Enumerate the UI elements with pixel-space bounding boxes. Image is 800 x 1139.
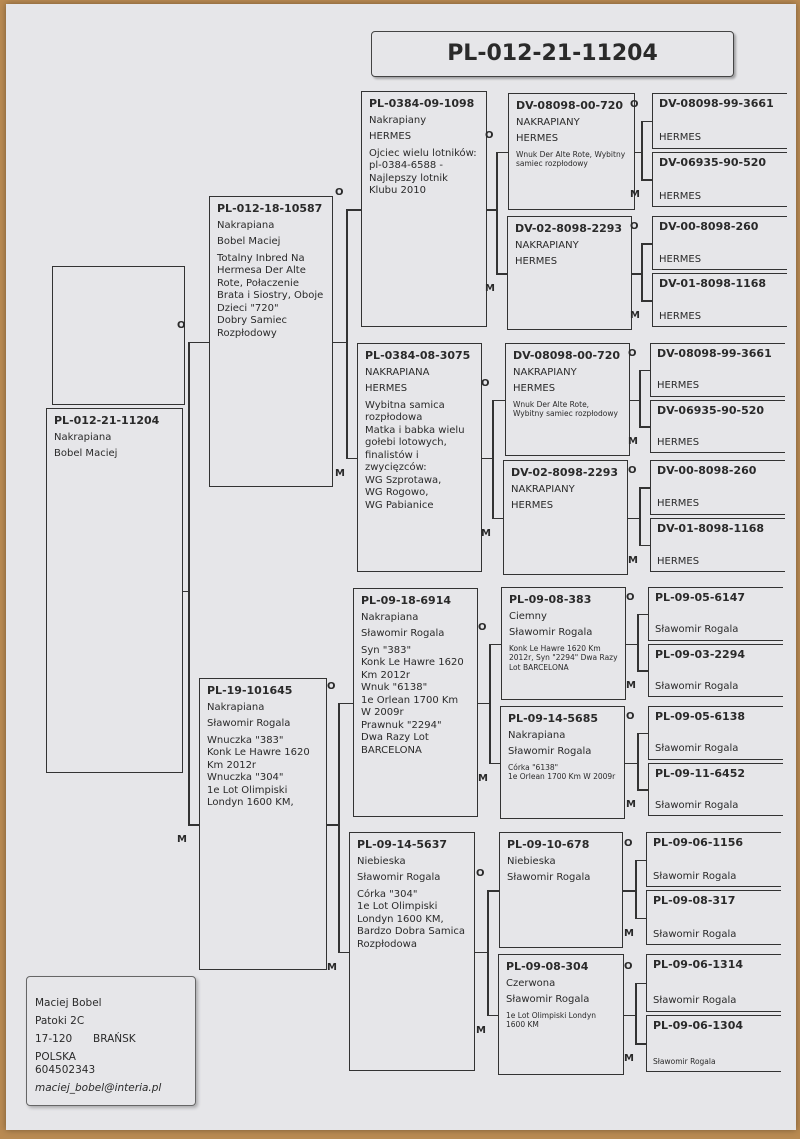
sire-mark: O <box>624 837 633 849</box>
pigeon-photo-frame <box>52 266 185 405</box>
pigeon-ring: PL-09-08-317 <box>653 894 736 907</box>
connector-line <box>626 644 637 646</box>
pigeon-color: NAKRAPIANY <box>513 366 577 378</box>
great-great-grandparent-card[interactable] <box>650 518 785 573</box>
pigeon-ring: PL-09-08-304 <box>506 960 589 973</box>
sire-mark: O <box>476 868 485 879</box>
connector-line <box>496 152 498 274</box>
great-grandparent-card[interactable] <box>508 93 635 210</box>
dam-mark: M <box>478 772 488 784</box>
pigeon-owner: Sławomir Rogala <box>357 872 441 883</box>
sire-mark: O <box>478 621 487 633</box>
dam-mark: M <box>335 467 345 479</box>
connector-line <box>482 458 492 460</box>
connector-line <box>637 614 648 616</box>
breeder-email: maciej_bobel@interia.pl <box>35 1082 162 1094</box>
connector-line <box>475 952 487 954</box>
pigeon-owner: Sławomir Rogala <box>655 680 739 692</box>
great-great-grandparent-card[interactable] <box>648 644 783 698</box>
connector-line <box>492 400 494 518</box>
pigeon-owner: Sławomir Rogala <box>655 799 739 811</box>
subject-pigeon-card[interactable] <box>46 408 183 773</box>
pigeon-ring: DV-02-8098-2293 <box>515 222 623 235</box>
pigeon-ring: DV-06935-90-520 <box>657 403 765 417</box>
breeder-street: Patoki 2C <box>35 1015 85 1027</box>
connector-line <box>639 545 650 547</box>
pigeon-ring: PL-09-06-1304 <box>653 1018 743 1032</box>
pigeon-owner: HERMES <box>369 131 412 142</box>
pigeon-color: Niebieska <box>507 855 556 867</box>
connector-line <box>641 243 643 300</box>
connector-line <box>338 952 349 954</box>
connector-line <box>188 342 190 825</box>
connector-line <box>635 860 637 918</box>
great-grandparent-card[interactable] <box>500 706 625 819</box>
great-great-grandparent-card[interactable] <box>646 954 781 1012</box>
great-grandparent-card[interactable] <box>501 587 626 700</box>
pigeon-owner: HERMES <box>513 383 556 394</box>
pigeon-owner: Sławomir Rogala <box>655 624 739 635</box>
pigeon-owner: Sławomir Rogala <box>361 628 445 639</box>
pigeon-notes: Wnuk Der Alte Rote, Wybitny samiec rozpłodowy <box>513 399 618 418</box>
pigeon-ring: DV-01-8098-1168 <box>659 277 767 290</box>
pigeon-owner: Sławomir Rogala <box>207 718 291 729</box>
pigeon-ring: PL-0384-09-1098 <box>369 97 475 110</box>
dam-mark: M <box>630 310 640 321</box>
pigeon-ring: PL-09-05-6138 <box>655 710 745 723</box>
pigeon-color: Czerwona <box>506 977 556 989</box>
connector-line <box>635 918 646 920</box>
pigeon-ring: PL-09-05-6147 <box>655 591 745 604</box>
great-great-grandparent-card[interactable] <box>648 706 783 760</box>
pigeon-owner: HERMES <box>657 436 700 448</box>
sire-mark: O <box>481 377 490 389</box>
great-great-grandparent-card[interactable] <box>652 273 787 327</box>
pigeon-notes: Totalny Inbred Na Hermesa Der Alte Rote, Połaczenie Brata i Siostry, Oboje Dzieci "720" Dobry Samiec Rozpłodowy <box>217 252 324 339</box>
great-great-grandparent-card[interactable] <box>650 460 785 515</box>
pigeon-ring: PL-012-21-11204 <box>54 414 160 427</box>
connector-line <box>487 1015 498 1017</box>
pigeon-ring: DV-08098-99-3661 <box>657 347 772 360</box>
sire-mark: O <box>177 319 186 331</box>
pigeon-owner: HERMES <box>659 132 702 143</box>
grandparent-card[interactable] <box>361 91 487 327</box>
sire-mark: O <box>485 129 494 141</box>
pigeon-ring: PL-09-06-1156 <box>653 836 743 849</box>
pigeon-owner: HERMES <box>659 310 702 322</box>
dam-mark: M <box>626 799 636 811</box>
great-great-grandparent-card[interactable] <box>646 1015 781 1073</box>
connector-line <box>628 518 639 520</box>
dam-mark: M <box>485 283 495 294</box>
pigeon-ring: DV-08098-00-720 <box>513 349 621 362</box>
pigeon-notes: Córka "304" 1e Lot Olimpiski Londyn 1600 KM, Bardzo Dobra Samica Rozpłodowa <box>357 888 466 950</box>
pigeon-owner: HERMES <box>659 190 702 202</box>
connector-line <box>188 824 199 826</box>
pigeon-ring: PL-09-14-5685 <box>508 712 598 725</box>
pigeon-ring: DV-01-8098-1168 <box>657 521 765 535</box>
great-great-grandparent-card[interactable] <box>646 890 781 945</box>
sire-mark: O <box>630 98 639 110</box>
connector-line <box>346 209 361 211</box>
dam-mark: M <box>630 189 640 201</box>
pigeon-ring: DV-02-8098-2293 <box>511 466 619 479</box>
great-great-grandparent-card[interactable] <box>652 216 787 270</box>
connector-line <box>635 983 646 985</box>
dam-mark: M <box>624 1053 634 1065</box>
connector-line <box>641 121 652 123</box>
pigeon-owner: Sławomir Rogala <box>653 1056 716 1066</box>
great-grandparent-card[interactable] <box>505 343 630 456</box>
connector-line <box>338 703 353 705</box>
pigeon-notes: Konk Le Hawre 1620 Km 2012r, Syn "2294" Dwa Razy Lot BARCELONA <box>509 643 618 672</box>
pigeon-owner: Sławomir Rogala <box>508 746 592 757</box>
sire-mark: O <box>626 710 635 722</box>
connector-line <box>327 824 338 826</box>
pigeon-owner: Sławomir Rogala <box>507 872 591 883</box>
pigeon-color: NAKRAPIANY <box>516 116 580 128</box>
grandparent-card[interactable] <box>357 343 482 572</box>
pigeon-ring: PL-09-10-678 <box>507 838 590 851</box>
dam-mark: M <box>628 554 638 566</box>
connector-line <box>641 243 652 245</box>
connector-line <box>492 518 503 520</box>
pigeon-ring: DV-00-8098-260 <box>659 220 759 233</box>
pigeon-ring: DV-08098-99-3661 <box>659 97 774 110</box>
connector-line <box>338 703 340 952</box>
breeder-phone: 604502343 <box>35 1064 96 1076</box>
pigeon-ring: PL-09-18-6914 <box>361 594 451 607</box>
pigeon-notes: Wnuk Der Alte Rote, Wybitny samiec rozpłodowy <box>516 149 626 168</box>
dam-mark: M <box>624 927 634 939</box>
pigeon-notes: Wnuczka "383" Konk Le Hawre 1620 Km 2012r Wnuczka "304" 1e Lot Olimpiski Londyn 1600 KM, <box>207 734 310 808</box>
sire-mark: O <box>327 680 336 692</box>
connector-line <box>639 426 650 428</box>
pigeon-owner: HERMES <box>516 133 559 144</box>
sire-mark: O <box>628 347 637 359</box>
connector-line <box>641 300 652 302</box>
connector-line <box>333 342 346 344</box>
pigeon-owner: HERMES <box>657 380 700 391</box>
connector-line <box>637 789 648 791</box>
connector-line <box>639 370 650 372</box>
pigeon-ring: PL-0384-08-3075 <box>365 349 471 362</box>
pedigree-sheet <box>6 4 796 1130</box>
sire-mark: O <box>630 221 639 232</box>
great-great-grandparent-card[interactable] <box>652 152 787 208</box>
pigeon-owner: HERMES <box>365 383 408 394</box>
connector-line <box>346 458 357 460</box>
great-great-grandparent-card[interactable] <box>648 763 783 817</box>
connector-line <box>487 890 499 892</box>
dam-mark: M <box>177 834 187 845</box>
sire-mark: O <box>628 465 637 477</box>
pedigree-title: PL-012-21-11204 <box>371 31 734 77</box>
pigeon-notes: Ojciec wielu lotników: pl-0384-6588 - Najlepszy lotnik Klubu 2010 <box>369 147 477 196</box>
pigeon-owner: Sławomir Rogala <box>653 995 737 1006</box>
sire-mark: O <box>624 960 633 972</box>
connector-line <box>632 273 641 275</box>
connector-line <box>637 614 639 671</box>
pigeon-ring: DV-00-8098-260 <box>657 464 757 477</box>
great-great-grandparent-card[interactable] <box>648 587 783 641</box>
great-great-grandparent-card[interactable] <box>650 343 785 397</box>
connector-line <box>635 983 637 1044</box>
pigeon-owner: Bobel Maciej <box>217 236 281 247</box>
connector-line <box>478 703 489 705</box>
connector-line <box>489 644 491 763</box>
connector-line <box>496 152 508 154</box>
pigeon-notes: Córka "6138" 1e Orlean 1700 Km W 2009r <box>508 762 616 781</box>
breeder-postcode: 17-120 <box>35 1033 73 1045</box>
great-great-grandparent-card[interactable] <box>650 400 785 454</box>
connector-line <box>637 733 648 735</box>
dam-mark: M <box>476 1024 486 1036</box>
breeder-country: POLSKA <box>35 1051 76 1063</box>
connector-line <box>489 644 501 646</box>
breeder-name: Maciej Bobel <box>35 997 102 1009</box>
dam-mark: M <box>626 680 636 692</box>
pigeon-owner: Sławomir Rogala <box>653 870 737 882</box>
dam-mark: M <box>628 436 638 448</box>
breeder-city: BRAŃSK <box>93 1033 136 1045</box>
connector-line <box>637 733 639 790</box>
connector-line <box>637 670 648 672</box>
dam-card[interactable] <box>199 678 327 970</box>
breeder-contact-box <box>26 976 196 1106</box>
pigeon-owner: Sławomir Rogala <box>506 994 590 1005</box>
great-great-grandparent-card[interactable] <box>652 93 787 149</box>
connector-line <box>623 890 635 892</box>
connector-line <box>496 273 507 275</box>
pigeon-ring: PL-19-101645 <box>207 684 293 697</box>
pigeon-owner: HERMES <box>659 253 702 265</box>
connector-line <box>641 179 652 181</box>
grandparent-card[interactable] <box>349 832 475 1071</box>
connector-line <box>639 370 641 427</box>
pigeon-ring: PL-09-11-6452 <box>655 766 745 780</box>
connector-line <box>639 487 650 489</box>
connector-line <box>630 400 639 402</box>
connector-line <box>639 487 641 545</box>
great-great-grandparent-card[interactable] <box>646 832 781 887</box>
pigeon-owner: Bobel Maciej <box>54 448 118 459</box>
pigeon-notes: Wybitna samica rozpłodowa Matka i babka wielu gołebi lotowych, finalistów i zwycięzców: WG Szprotawa, WG Rogowo, WG Pabianice <box>365 399 465 511</box>
pigeon-owner: Sławomir Rogala <box>655 743 739 754</box>
connector-line <box>492 400 505 402</box>
connector-line <box>188 342 209 344</box>
pigeon-color: Niebieska <box>357 855 406 867</box>
pigeon-notes: 1e Lot Olimpiski Londyn 1600 KM <box>506 1010 597 1029</box>
connector-line <box>487 209 496 211</box>
pigeon-notes: Syn "383" Konk Le Hawre 1620 Km 2012r Wnuk "6138" 1e Orlean 1700 Km W 2009r Prawnuk "2294" Dwa Razy Lot BARCELONA <box>361 644 464 756</box>
pigeon-color: Nakrapiana <box>207 701 265 713</box>
connector-line <box>635 1043 646 1045</box>
connector-line <box>346 209 348 458</box>
pigeon-color: Nakrapiany <box>369 114 427 126</box>
pigeon-color: NAKRAPIANY <box>511 483 575 495</box>
pigeon-color: Nakrapiana <box>361 611 419 623</box>
pigeon-ring: PL-09-06-1314 <box>653 958 743 971</box>
dam-mark: M <box>327 961 337 973</box>
pigeon-ring: PL-012-18-10587 <box>217 202 323 215</box>
breeder-city-line <box>35 1033 187 1046</box>
connector-line <box>489 763 500 765</box>
pigeon-color: NAKRAPIANY <box>515 239 579 251</box>
pigeon-color: Nakrapiana <box>54 431 112 443</box>
dam-mark: M <box>481 527 491 539</box>
pigeon-owner: HERMES <box>515 256 558 267</box>
pigeon-color: Nakrapiana <box>217 219 275 231</box>
pigeon-color: Ciemny <box>509 610 547 622</box>
great-grandparent-card[interactable] <box>507 216 632 330</box>
connector-line <box>625 763 637 765</box>
sire-mark: O <box>335 187 344 198</box>
pigeon-owner: HERMES <box>657 498 700 509</box>
great-grandparent-card[interactable] <box>503 460 628 575</box>
great-grandparent-card[interactable] <box>499 832 623 948</box>
pigeon-owner: HERMES <box>657 555 700 567</box>
sire-mark: O <box>626 591 635 603</box>
pigeon-ring: PL-09-08-383 <box>509 593 592 606</box>
pigeon-color: NAKRAPIANA <box>365 366 430 378</box>
connector-line <box>487 890 489 1015</box>
pigeon-ring: PL-09-03-2294 <box>655 647 745 661</box>
pigeon-owner: HERMES <box>511 500 554 511</box>
connector-line <box>624 1015 635 1017</box>
great-grandparent-card[interactable] <box>498 954 624 1075</box>
connector-line <box>641 121 643 180</box>
pigeon-ring: DV-08098-00-720 <box>516 99 624 112</box>
pigeon-ring: DV-06935-90-520 <box>659 155 767 169</box>
pigeon-owner: Sławomir Rogala <box>509 627 593 638</box>
connector-line <box>635 860 646 862</box>
pigeon-ring: PL-09-14-5637 <box>357 838 447 851</box>
pigeon-owner: Sławomir Rogala <box>653 928 737 940</box>
sire-card[interactable] <box>209 196 333 487</box>
pigeon-color: Nakrapiana <box>508 729 566 741</box>
grandparent-card[interactable] <box>353 588 478 817</box>
